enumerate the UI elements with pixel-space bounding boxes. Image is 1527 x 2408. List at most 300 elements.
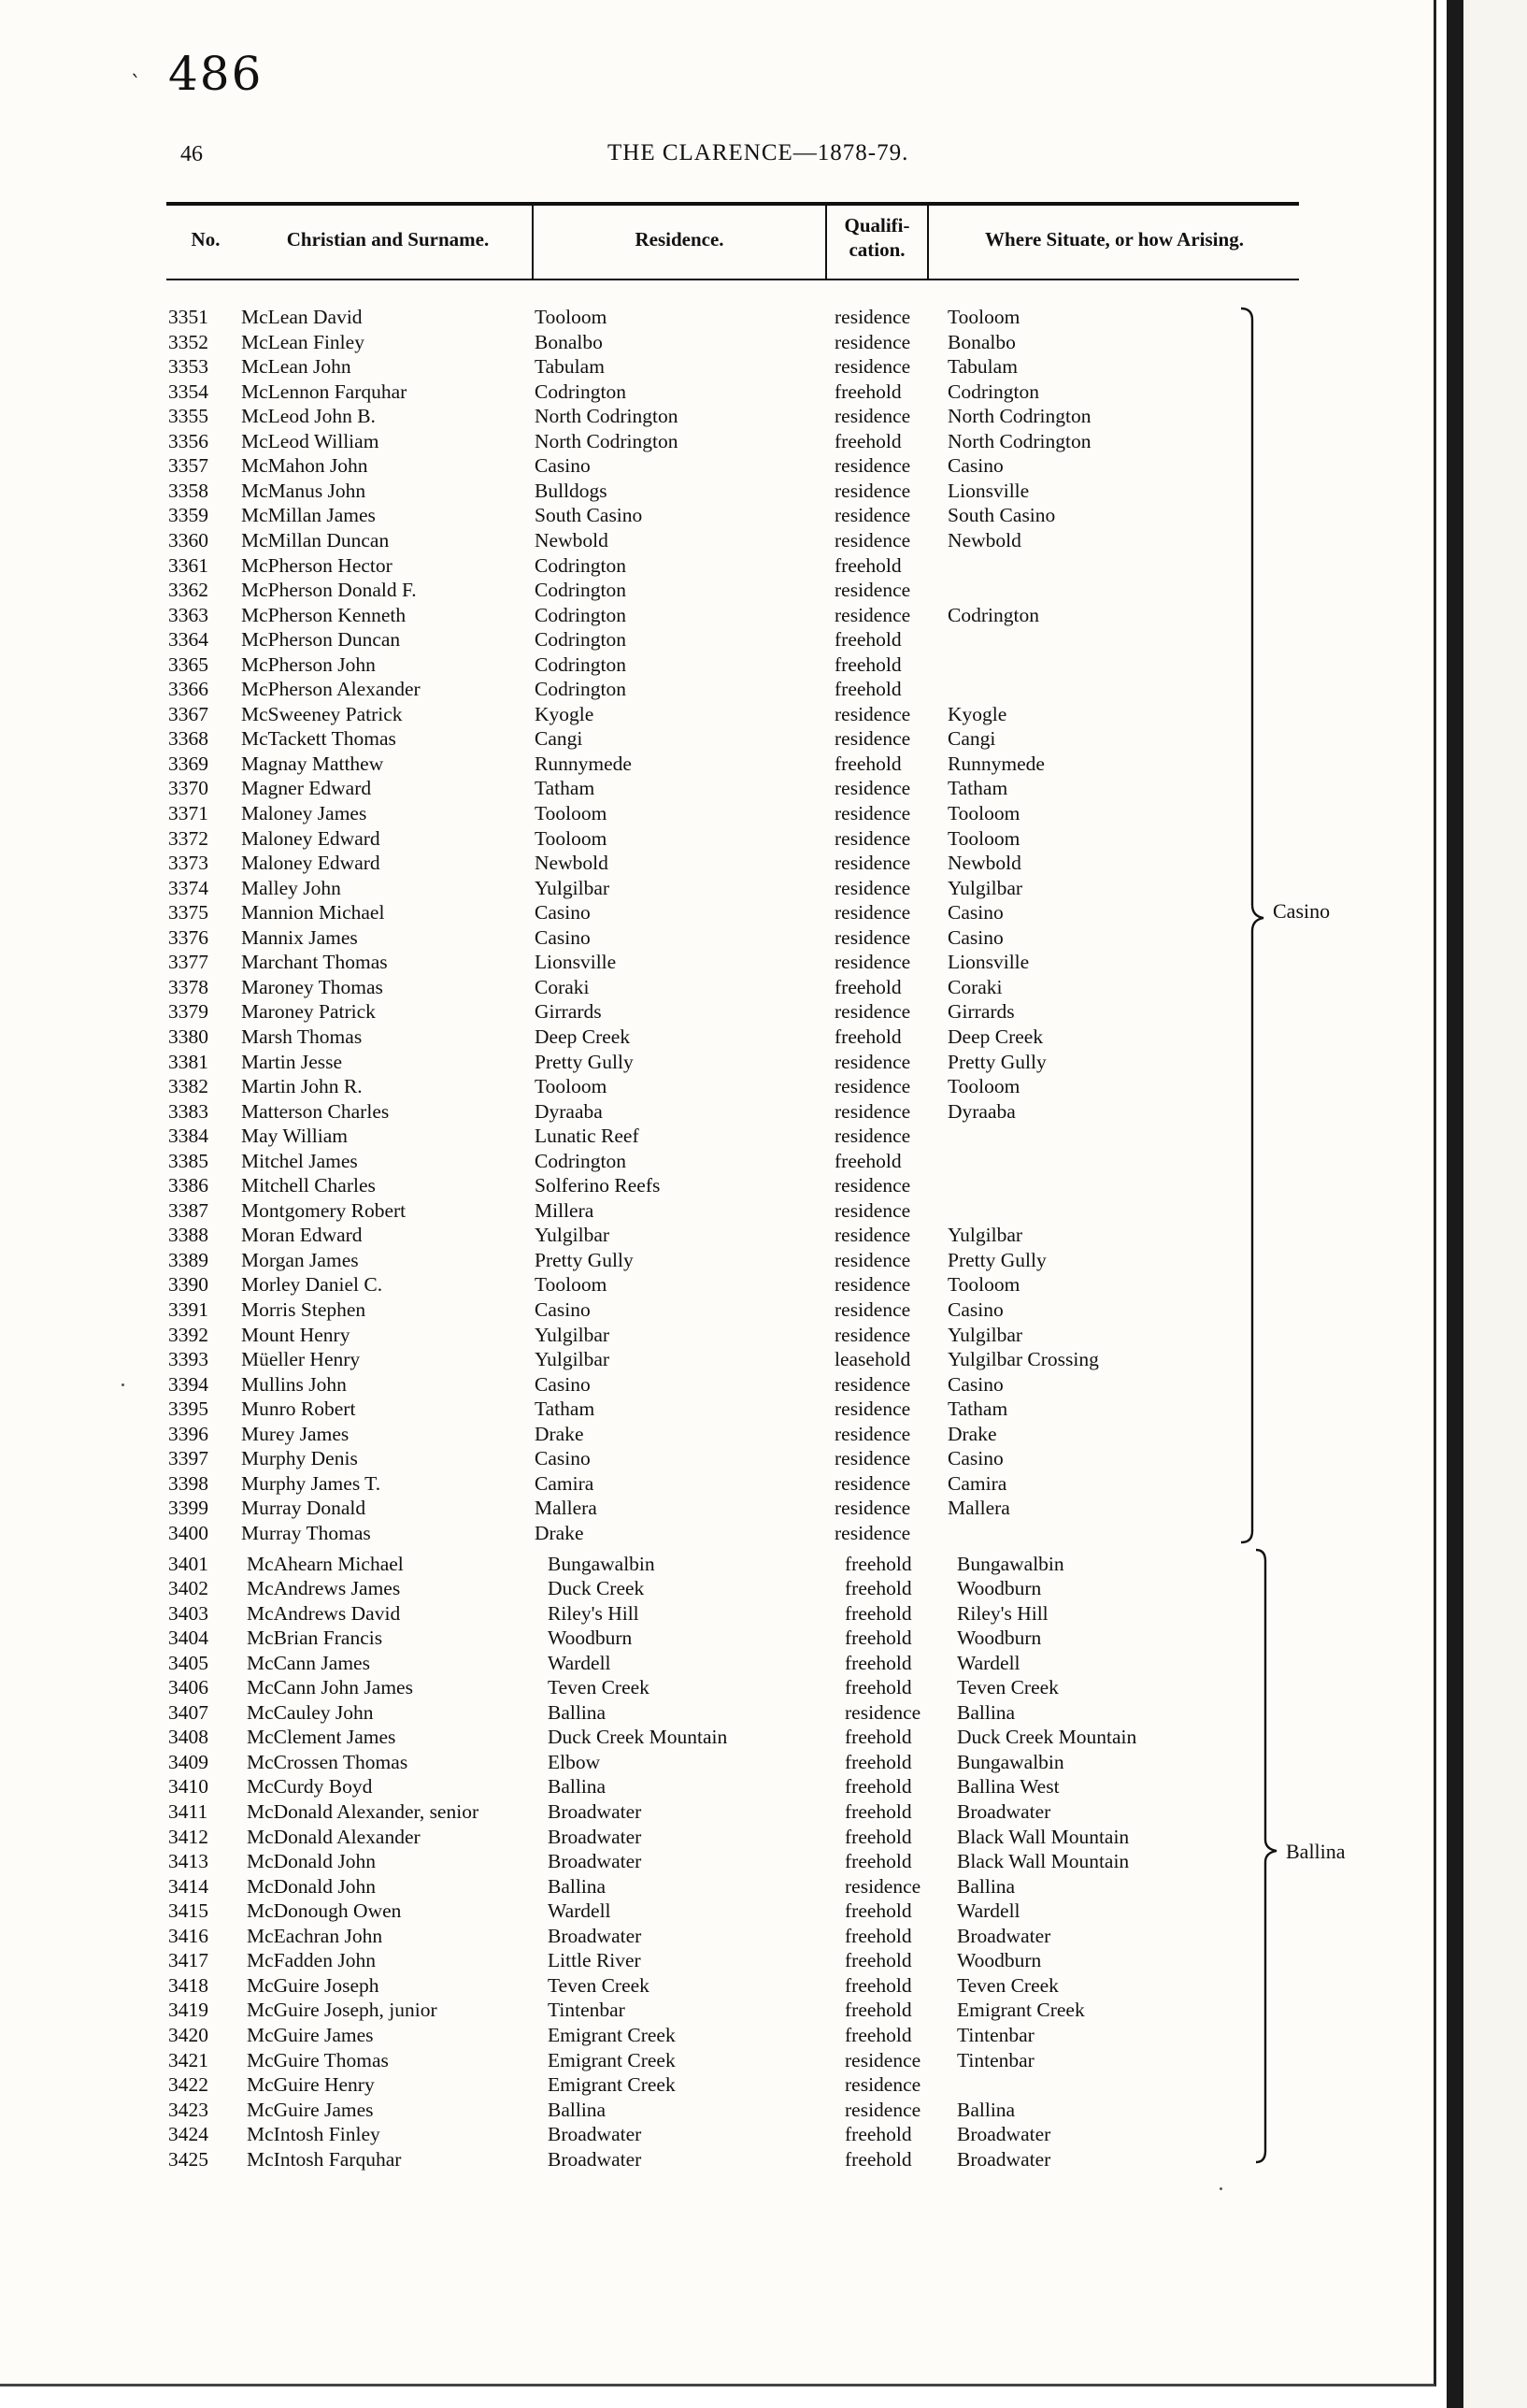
entry-name: McPherson Donald F. <box>241 579 417 602</box>
entry-residence: Ballina <box>548 2098 607 2121</box>
entry-qualification: residence <box>835 454 911 478</box>
entry-qualification: freehold <box>835 678 902 701</box>
entry-number: 3424 <box>168 2123 208 2146</box>
entry-residence: Newbold <box>535 528 608 552</box>
entry-number: 3366 <box>168 678 208 701</box>
entry-name: Marchant Thomas <box>241 951 388 974</box>
entry-where: Broadwater <box>957 2123 1051 2146</box>
table-row <box>0 1248 1434 1273</box>
table-row <box>0 1446 1434 1471</box>
casino-bracket <box>1239 307 1267 1545</box>
entry-residence: Teven Creek <box>548 1973 649 1997</box>
table-row <box>0 2023 1434 2048</box>
entry-where: Ballina West <box>957 1775 1060 1799</box>
entry-name: McSweeney Patrick <box>241 702 403 725</box>
entry-residence: Wardell <box>548 1651 611 1674</box>
entry-residence: Dyraaba <box>535 1099 603 1123</box>
table-row <box>0 2147 1434 2172</box>
entry-residence: Codrington <box>535 603 626 626</box>
entry-name: Matterson Charles <box>241 1099 390 1123</box>
entry-name: Magner Edward <box>241 777 372 800</box>
entry-qualification: freehold <box>845 1651 912 1674</box>
table-row <box>0 1750 1434 1775</box>
entry-name: Maloney James <box>241 802 367 824</box>
entry-residence: Broadwater <box>548 1825 642 1848</box>
entry-where: Runnymede <box>948 752 1045 775</box>
entry-name: Magnay Matthew <box>241 752 384 775</box>
entry-number: 3382 <box>168 1075 208 1098</box>
table-row <box>0 1700 1434 1726</box>
entry-residence: Kyogle <box>535 702 594 725</box>
entry-residence: Tatham <box>535 777 595 800</box>
entry-residence: Casino <box>535 454 591 478</box>
entry-name: McGuire James <box>247 2098 374 2121</box>
entry-qualification: residence <box>835 1521 911 1544</box>
entry-where: Pretty Gully <box>948 1050 1047 1073</box>
sub-page-number: 46 <box>180 142 203 166</box>
entry-name: McPherson John <box>241 652 376 676</box>
entry-residence: Emigrant Creek <box>548 2073 676 2097</box>
header-name: Christian and Surname. <box>286 228 490 251</box>
entry-where: Yulgilbar Crossing <box>948 1348 1099 1371</box>
entry-qualification: residence <box>835 727 911 751</box>
entry-qualification: residence <box>835 925 911 949</box>
entry-where: Bungawalbin <box>957 1750 1064 1773</box>
entry-name: Morley Daniel C. <box>241 1273 383 1297</box>
table-row <box>0 404 1434 429</box>
entry-number: 3409 <box>168 1750 208 1773</box>
entry-number: 3408 <box>168 1726 208 1749</box>
table-row <box>0 1774 1434 1799</box>
entry-number: 3364 <box>168 628 208 652</box>
entry-where: Broadwater <box>957 1800 1051 1823</box>
entry-name: McMillan James <box>241 504 376 527</box>
entry-number: 3416 <box>168 1924 208 1947</box>
entry-name: McGuire Thomas <box>247 2048 389 2071</box>
entry-qualification: residence <box>835 355 911 379</box>
entry-where: Pretty Gully <box>948 1248 1047 1271</box>
entry-qualification: residence <box>845 2098 921 2121</box>
entry-residence: Duck Creek <box>548 1577 645 1600</box>
entry-where: Casino <box>948 1372 1004 1396</box>
ballina-group-label: Ballina <box>1286 1840 1346 1863</box>
entry-qualification: freehold <box>845 1627 912 1650</box>
entry-name: Mullins John <box>241 1372 347 1396</box>
entry-name: Murray Donald <box>241 1497 366 1520</box>
entry-where: Casino <box>948 454 1004 478</box>
entry-qualification: freehold <box>845 1899 912 1923</box>
entry-name: Murray Thomas <box>241 1521 371 1544</box>
entry-qualification: residence <box>835 1174 911 1197</box>
page-number: 486 <box>168 47 264 101</box>
entry-name: McCauley John <box>247 1700 374 1724</box>
entry-residence: Broadwater <box>548 2123 642 2146</box>
entry-residence: Broadwater <box>548 1800 642 1823</box>
ink-speck <box>121 1383 124 1386</box>
entry-residence: Pretty Gully <box>535 1050 634 1073</box>
entry-qualification: residence <box>835 1000 911 1024</box>
entry-name: Maloney Edward <box>241 826 380 850</box>
entry-residence: Yulgilbar <box>535 1323 610 1346</box>
table-row <box>0 1725 1434 1750</box>
entry-name: May William <box>241 1125 348 1148</box>
column-divider <box>532 206 534 279</box>
entry-where: Broadwater <box>957 2147 1051 2171</box>
entry-qualification: freehold <box>835 975 902 998</box>
entry-where: Tatham <box>948 1398 1008 1421</box>
entry-residence: Casino <box>535 1447 591 1470</box>
entry-where: Teven Creek <box>957 1973 1059 1997</box>
entry-name: Maloney Edward <box>241 852 380 875</box>
entry-number: 3385 <box>168 1149 208 1172</box>
entry-number: 3365 <box>168 652 208 676</box>
entry-residence: Little River <box>548 1949 641 1972</box>
entry-name: McLean David <box>241 306 363 328</box>
entry-name: Martin John R. <box>241 1075 363 1098</box>
entry-name: McDonald Alexander, senior <box>247 1800 479 1823</box>
entry-name: Mitchel James <box>241 1149 358 1172</box>
entry-where: Tooloom <box>948 802 1020 824</box>
entry-name: McIntosh Finley <box>247 2123 380 2146</box>
entry-qualification: residence <box>835 1372 911 1396</box>
entry-name: McPherson Alexander <box>241 678 421 701</box>
entry-residence: Tooloom <box>535 1273 607 1297</box>
table-row <box>0 776 1434 801</box>
table-row <box>0 1050 1434 1075</box>
entry-name: Maroney Thomas <box>241 975 383 998</box>
entry-residence: Ballina <box>548 1775 607 1799</box>
table-row <box>0 1825 1434 1850</box>
table-row <box>0 1323 1434 1348</box>
entry-where: Yulgilbar <box>948 876 1023 899</box>
entry-where: Wardell <box>957 1651 1020 1674</box>
entry-name: McDonald John <box>247 1874 376 1898</box>
entry-name: McCrossen Thomas <box>247 1750 408 1773</box>
entry-qualification: leasehold <box>835 1348 911 1371</box>
table-row <box>0 1496 1434 1521</box>
table-row <box>0 479 1434 504</box>
header-qualification-line-1: Qualifi- <box>844 214 910 236</box>
entry-name: McLeod John B. <box>241 405 376 428</box>
entry-qualification: freehold <box>845 1924 912 1947</box>
entry-qualification: freehold <box>845 1973 912 1997</box>
table-row <box>0 1552 1434 1577</box>
entry-qualification: freehold <box>845 1726 912 1749</box>
entry-where: South Casino <box>948 504 1056 527</box>
entry-residence: Wardell <box>548 1899 611 1923</box>
entry-number: 3399 <box>168 1497 208 1520</box>
entry-qualification: freehold <box>845 2023 912 2046</box>
table-row <box>0 453 1434 479</box>
entry-qualification: residence <box>835 777 911 800</box>
casino-group-label: Casino <box>1273 899 1331 923</box>
entry-number: 3375 <box>168 901 208 924</box>
table-row <box>0 1675 1434 1700</box>
entry-where: Ballina <box>957 2098 1016 2121</box>
entry-name: McLean Finley <box>241 330 364 353</box>
table-row <box>0 1626 1434 1651</box>
entry-name: Mount Henry <box>241 1323 350 1346</box>
table-row <box>0 1198 1434 1224</box>
entry-number: 3376 <box>168 925 208 949</box>
entry-where: Tintenbar <box>957 2048 1035 2071</box>
entry-residence: Duck Creek Mountain <box>548 1726 728 1749</box>
margin-mark: ` <box>131 73 141 96</box>
entry-where: Tooloom <box>948 1075 1020 1098</box>
entry-qualification: residence <box>835 802 911 824</box>
entry-residence: Drake <box>535 1422 584 1445</box>
table-row <box>0 380 1434 405</box>
running-title: THE CLARENCE—1878-79. <box>607 140 909 165</box>
entry-qualification: freehold <box>835 1149 902 1172</box>
entry-number: 3357 <box>168 454 208 478</box>
entry-qualification: residence <box>835 1224 911 1247</box>
entry-number: 3421 <box>168 2048 208 2071</box>
entry-qualification: freehold <box>845 1800 912 1823</box>
entry-number: 3413 <box>168 1850 208 1873</box>
entry-number: 3387 <box>168 1198 208 1222</box>
entry-residence: Casino <box>535 1298 591 1321</box>
table-row <box>0 1397 1434 1422</box>
entry-qualification: residence <box>835 1075 911 1098</box>
entry-residence: Teven Creek <box>548 1676 649 1699</box>
entry-residence: Tooloom <box>535 826 607 850</box>
entry-where: Casino <box>948 901 1004 924</box>
entry-qualification: freehold <box>835 1025 902 1048</box>
entry-name: Mitchell Charles <box>241 1174 376 1197</box>
entry-name: Marsh Thomas <box>241 1025 363 1048</box>
entry-residence: Emigrant Creek <box>548 2023 676 2046</box>
entry-name: McDonald John <box>247 1850 376 1873</box>
entry-name: Murey James <box>241 1422 350 1445</box>
entry-number: 3412 <box>168 1825 208 1848</box>
entry-name: McCann John James <box>247 1676 413 1699</box>
entry-number: 3406 <box>168 1676 208 1699</box>
entry-qualification: residence <box>845 2073 921 2097</box>
entry-name: McGuire James <box>247 2023 374 2046</box>
entry-residence: Girrards <box>535 1000 602 1024</box>
entry-where: Black Wall Mountain <box>957 1850 1130 1873</box>
entry-residence: Tatham <box>535 1398 595 1421</box>
entry-where: Lionsville <box>948 951 1030 974</box>
table-row <box>0 553 1434 579</box>
entry-name: McCann James <box>247 1651 370 1674</box>
entry-number: 3353 <box>168 355 208 379</box>
entry-where: Duck Creek Mountain <box>957 1726 1137 1749</box>
entry-name: Maroney Patrick <box>241 1000 376 1024</box>
entry-residence: Broadwater <box>548 1924 642 1947</box>
entry-qualification: freehold <box>845 1775 912 1799</box>
table-row <box>0 851 1434 876</box>
entry-number: 3354 <box>168 380 208 403</box>
entry-number: 3393 <box>168 1348 208 1371</box>
entry-number: 3394 <box>168 1372 208 1396</box>
table-row <box>0 2048 1434 2073</box>
entry-residence: Pretty Gully <box>535 1248 634 1271</box>
entry-number: 3397 <box>168 1447 208 1470</box>
table-row <box>0 2072 1434 2098</box>
entry-name: McEachran John <box>247 1924 383 1947</box>
table-row <box>0 1849 1434 1874</box>
entry-number: 3383 <box>168 1099 208 1123</box>
table-row <box>0 999 1434 1025</box>
entry-qualification: residence <box>835 1248 911 1271</box>
entry-where: Tabulam <box>948 355 1018 379</box>
entry-name: Murphy James T. <box>241 1471 381 1495</box>
entry-number: 3420 <box>168 2023 208 2046</box>
entry-where: Black Wall Mountain <box>957 1825 1130 1848</box>
entry-qualification: freehold <box>835 652 902 676</box>
entry-name: McLennon Farquhar <box>241 380 407 403</box>
entry-number: 3355 <box>168 405 208 428</box>
entry-residence: Lionsville <box>535 951 617 974</box>
entry-residence: Codrington <box>535 553 626 577</box>
table-row <box>0 1347 1434 1372</box>
entry-where: Codrington <box>948 380 1039 403</box>
entry-qualification: freehold <box>835 752 902 775</box>
entry-qualification: residence <box>835 1422 911 1445</box>
entry-name: McCurdy Boyd <box>247 1775 373 1799</box>
table-row <box>0 1124 1434 1149</box>
entry-qualification: residence <box>835 504 911 527</box>
entry-number: 3368 <box>168 727 208 751</box>
table-row <box>0 1025 1434 1050</box>
entry-where: Ballina <box>957 1700 1016 1724</box>
entry-residence: Emigrant Creek <box>548 2048 676 2071</box>
entry-number: 3402 <box>168 1577 208 1600</box>
entry-name: McTackett Thomas <box>241 727 396 751</box>
entry-qualification: freehold <box>845 2147 912 2171</box>
table-row <box>0 1651 1434 1676</box>
header-no: No. <box>191 228 221 251</box>
entry-qualification: freehold <box>845 1577 912 1600</box>
table-row <box>0 826 1434 852</box>
entry-residence: Elbow <box>548 1750 601 1773</box>
entry-residence: Riley's Hill <box>548 1601 639 1625</box>
entry-residence: Bulldogs <box>535 479 607 502</box>
entry-qualification: residence <box>835 1323 911 1346</box>
ink-speck <box>1220 2187 1222 2190</box>
entry-qualification: freehold <box>845 1825 912 1848</box>
table-header-rule <box>166 279 1299 280</box>
entry-name: Moran Edward <box>241 1224 363 1247</box>
entry-residence: Tooloom <box>535 802 607 824</box>
entry-where: Camira <box>948 1471 1007 1495</box>
table-row <box>0 677 1434 702</box>
entry-residence: Broadwater <box>548 1850 642 1873</box>
entry-where: Casino <box>948 1447 1004 1470</box>
entry-qualification: residence <box>835 1447 911 1470</box>
table-row <box>0 950 1434 975</box>
entry-number: 3363 <box>168 603 208 626</box>
entry-number: 3415 <box>168 1899 208 1923</box>
entry-name: Müeller Henry <box>241 1348 361 1371</box>
entry-qualification: residence <box>835 1050 911 1073</box>
entry-number: 3359 <box>168 504 208 527</box>
header-where: Where Situate, or how Arising. <box>985 228 1244 251</box>
entry-number: 3403 <box>168 1601 208 1625</box>
table-row <box>0 1223 1434 1248</box>
entry-qualification: freehold <box>835 553 902 577</box>
table-row <box>0 876 1434 901</box>
entry-qualification: residence <box>835 579 911 602</box>
entry-qualification: residence <box>845 2048 921 2071</box>
entry-qualification: freehold <box>845 1601 912 1625</box>
entry-name: McPherson Duncan <box>241 628 401 652</box>
table-row <box>0 305 1434 330</box>
entry-qualification: residence <box>835 1298 911 1321</box>
entry-number: 3360 <box>168 528 208 552</box>
table-row <box>0 1948 1434 1973</box>
entry-where: Woodburn <box>957 1627 1042 1650</box>
header-residence: Residence. <box>635 228 724 251</box>
entry-name: McAndrews James <box>247 1577 401 1600</box>
table-row <box>0 1471 1434 1497</box>
table-row <box>0 330 1434 355</box>
entry-name: McClement James <box>247 1726 396 1749</box>
entry-residence: North Codrington <box>535 429 678 452</box>
entry-number: 3388 <box>168 1224 208 1247</box>
entry-number: 3356 <box>168 429 208 452</box>
entry-residence: North Codrington <box>535 405 678 428</box>
entry-where: Bungawalbin <box>957 1552 1064 1575</box>
table-row <box>0 1899 1434 1924</box>
entry-number: 3414 <box>168 1874 208 1898</box>
entry-qualification: residence <box>835 1471 911 1495</box>
entry-residence: Coraki <box>535 975 590 998</box>
entry-qualification: freehold <box>845 2123 912 2146</box>
entry-residence: Ballina <box>548 1874 607 1898</box>
table-row <box>0 1874 1434 1899</box>
entry-where: Coraki <box>948 975 1003 998</box>
entry-qualification: residence <box>835 951 911 974</box>
entry-residence: Woodburn <box>548 1627 633 1650</box>
entry-where: Riley's Hill <box>957 1601 1049 1625</box>
table-row <box>0 1601 1434 1627</box>
entry-number: 3396 <box>168 1422 208 1445</box>
ballina-bracket <box>1252 1548 1280 2165</box>
entry-number: 3378 <box>168 975 208 998</box>
entry-residence: Codrington <box>535 380 626 403</box>
entry-where: Lionsville <box>948 479 1030 502</box>
entry-where: Yulgilbar <box>948 1224 1023 1247</box>
entry-number: 3395 <box>168 1398 208 1421</box>
entry-where: Newbold <box>948 528 1021 552</box>
entry-number: 3411 <box>168 1800 208 1823</box>
entry-qualification: residence <box>835 702 911 725</box>
entry-where: Tatham <box>948 777 1008 800</box>
table-row <box>0 2122 1434 2147</box>
table-row <box>0 1576 1434 1601</box>
table-row <box>0 1998 1434 2023</box>
table-top-rule <box>166 202 1299 206</box>
entry-qualification: residence <box>835 876 911 899</box>
entry-residence: Bungawalbin <box>548 1552 655 1575</box>
entry-name: McAhearn Michael <box>247 1552 404 1575</box>
header-qualification <box>827 213 927 262</box>
entry-name: Munro Robert <box>241 1398 356 1421</box>
entry-residence: Casino <box>535 901 591 924</box>
entry-qualification: residence <box>835 528 911 552</box>
entry-number: 3400 <box>168 1521 208 1544</box>
table-row <box>0 1149 1434 1174</box>
entry-name: Montgomery Robert <box>241 1198 407 1222</box>
entry-number: 3384 <box>168 1125 208 1148</box>
entry-where: Teven Creek <box>957 1676 1059 1699</box>
entry-name: McPherson Hector <box>241 553 392 577</box>
entry-residence: Tabulam <box>535 355 605 379</box>
entry-residence: Casino <box>535 925 591 949</box>
